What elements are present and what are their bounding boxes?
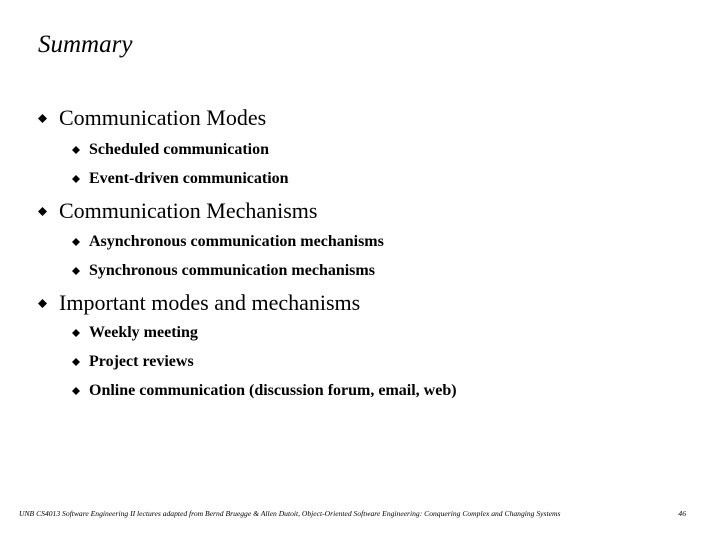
bullet-text: Communication Modes: [59, 105, 267, 130]
diamond-icon: [38, 207, 47, 216]
small-diamond-icon: [72, 146, 80, 154]
diamond-icon: [38, 299, 47, 308]
sub-bullet-text: Project reviews: [89, 353, 194, 370]
sub-bullet-text: Synchronous communication mechanisms: [89, 262, 375, 279]
page-number: 46: [678, 509, 686, 518]
slide-title: Summary: [38, 31, 133, 58]
bullet-text: Communication Mechanisms: [59, 198, 318, 223]
small-diamond-icon: [72, 329, 80, 337]
sub-bullet-text: Asynchronous communication mechanisms: [89, 233, 384, 250]
sub-bullet-text: Event-driven communication: [89, 170, 289, 187]
small-diamond-icon: [72, 358, 80, 366]
bullet-text: Important modes and mechanisms: [59, 290, 361, 315]
small-diamond-icon: [72, 175, 80, 183]
small-diamond-icon: [72, 238, 80, 246]
sub-bullet-text: Weekly meeting: [89, 324, 198, 341]
small-diamond-icon: [72, 267, 80, 275]
sub-bullet-text: Scheduled communication: [89, 141, 270, 158]
diamond-icon: [38, 114, 47, 123]
slide-footer: UNB CS4013 Software Engineering II lectures adapted from Bernd Bruegge & Allen Dutoit, Object-Oriented Software Engineering: Conquering Complex and Changing Systems: [19, 509, 561, 518]
small-diamond-icon: [72, 387, 80, 395]
sub-bullet-text: Online communication (discussion forum, email, web): [89, 382, 457, 399]
